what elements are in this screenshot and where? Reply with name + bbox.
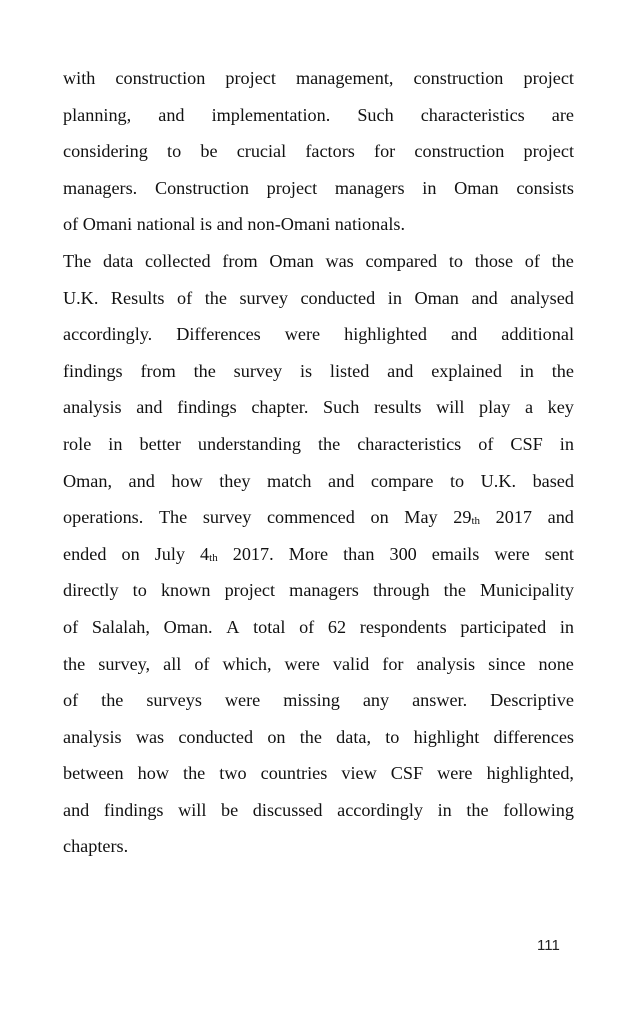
text-line: ended on July $4_{th}$ 2017. More than 300 emails were sent — [63, 543, 574, 564]
document-page — [63, 60, 574, 865]
text-line: of Omani national is and non-Omani nationals. — [63, 214, 406, 235]
text-line: accordingly. Differences were highlighted and additional — [63, 324, 574, 345]
text-line: operations. The survey commenced on May $29_{th}$ 2017 and — [63, 507, 574, 528]
text-line: planning, and implementation. Such characteristics are — [63, 104, 574, 125]
text-line: and findings will be discussed accordingly in the following — [63, 799, 574, 820]
text-line: analysis and findings chapter. Such results will play a key — [63, 397, 574, 418]
text-line: analysis was conducted on the data, to highlight differences — [63, 726, 574, 747]
text-line: of Salalah, Oman. A total of 62 respondents participated in — [63, 616, 574, 637]
text-line: U.K. Results of the survey conducted in Oman and analysed — [63, 287, 574, 308]
text-line: chapters. — [63, 836, 129, 857]
text-line: of the surveys were missing any answer. Descriptive — [63, 690, 574, 711]
text-line: Oman, and how they match and compare to U.K. based — [63, 470, 574, 491]
text-line: between how the two countries view CSF were highlighted, — [63, 763, 574, 784]
text-line: the survey, all of which, were valid for analysis since none — [63, 653, 574, 674]
text-line: findings from the survey is listed and explained in the — [63, 360, 574, 381]
text-line: role in better understanding the characteristics of CSF in — [63, 433, 574, 454]
text-line: directly to known project managers through the Municipality — [63, 580, 574, 601]
text-line: considering to be crucial factors for construction project — [63, 141, 574, 162]
page-number: 111 — [537, 937, 560, 954]
text-line: The data collected from Oman was compared to those of the — [63, 250, 574, 271]
text-line: with construction project management, construction project — [63, 68, 574, 88]
text-line: managers. Construction project managers in Oman consists — [63, 177, 574, 198]
